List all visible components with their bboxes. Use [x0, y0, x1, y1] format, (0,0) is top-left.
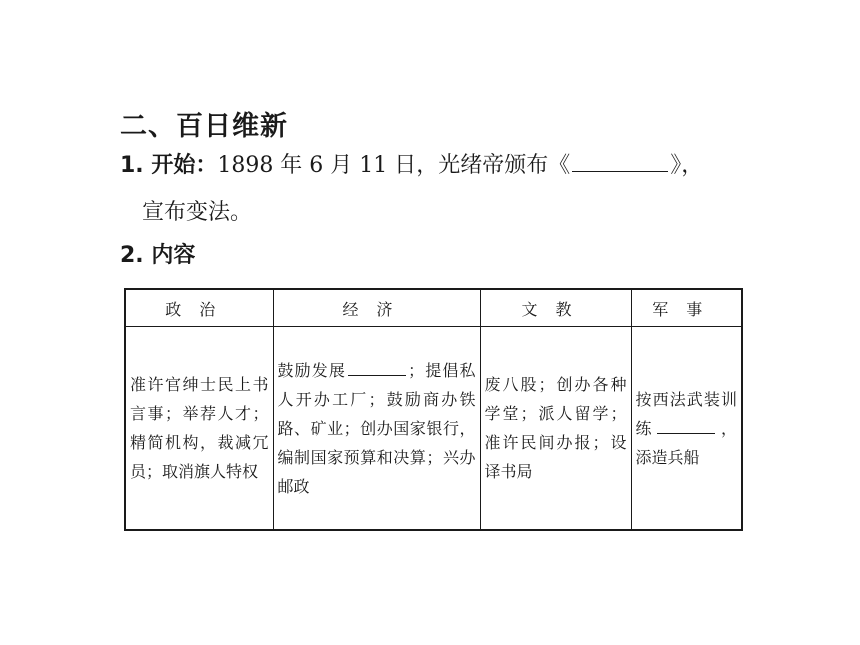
item-1-text-before: 1898 年 6 月 11 日，光绪帝颁布《 — [217, 153, 571, 178]
politics-text: 准许官绅士民上书言事；举荐人才；精简机构，裁减冗员；取消旗人特权 — [130, 375, 269, 481]
header-economy: 经济 — [273, 289, 480, 327]
header-education: 文教 — [480, 289, 631, 327]
economy-text-after: ；提倡私人开办工厂；鼓励商办铁路、矿业；创办国家银行，编制国家预算和决算；兴办邮政 — [277, 360, 476, 496]
military-blank[interactable] — [657, 419, 715, 434]
education-text: 废八股；创办各种学堂；派人留学；准许民间办报；设译书局 — [484, 375, 627, 481]
item-1-continuation: 宣布变法。 — [142, 200, 253, 225]
item-1-line — [120, 148, 703, 179]
header-military: 军事 — [631, 289, 742, 327]
military-text-after: ，添造兵船 — [635, 418, 737, 467]
item-1-label: 1. 开始： — [120, 153, 218, 178]
reform-content-table — [124, 288, 743, 531]
economy-blank[interactable] — [348, 361, 406, 376]
item-2-label: 2. 内容 — [120, 243, 196, 268]
decree-name-blank[interactable] — [572, 153, 668, 172]
military-text-before: 按西法武装训练 — [635, 389, 737, 438]
economy-text-before: 鼓励发展 — [277, 360, 347, 380]
section-title: 二、百日维新 — [120, 111, 288, 142]
cell-military — [631, 327, 742, 531]
cell-economy — [273, 327, 480, 531]
table-row — [125, 327, 742, 531]
table-header-row — [125, 289, 742, 327]
cell-education — [480, 327, 631, 531]
item-1-text-after: 》， — [670, 153, 704, 178]
header-politics: 政治 — [125, 289, 273, 327]
cell-politics — [125, 327, 273, 531]
